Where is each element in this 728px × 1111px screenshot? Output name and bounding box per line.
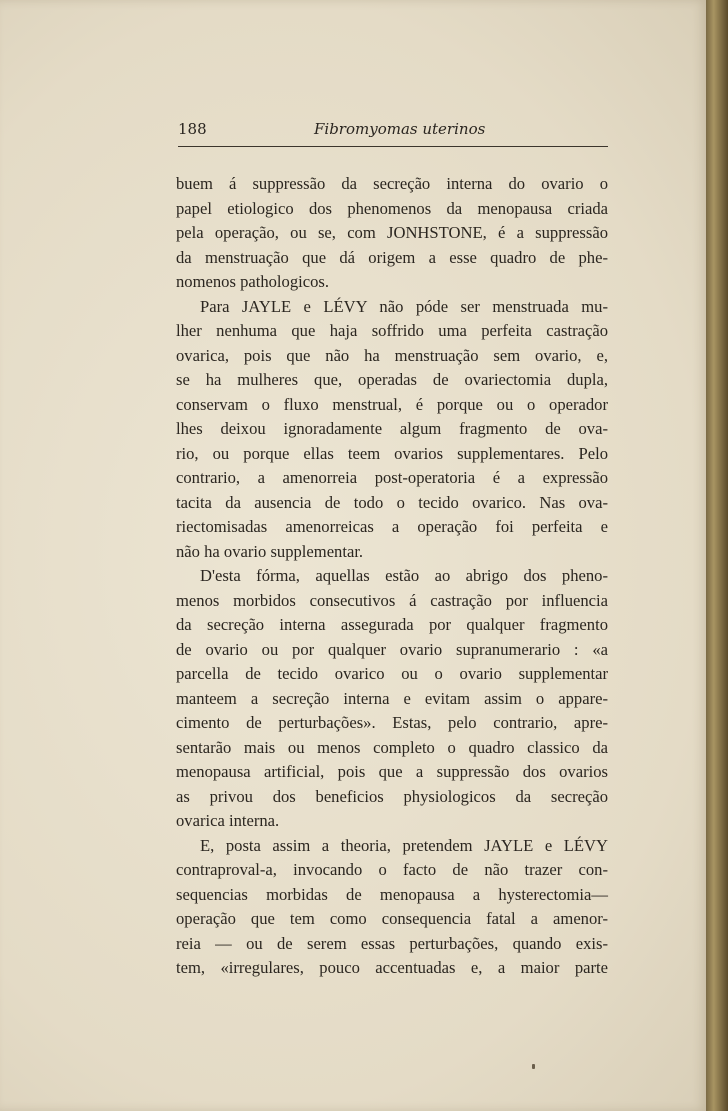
- text-line: da menstruação que dá origem a esse quadro de phe-: [176, 247, 608, 267]
- text-line: lher nenhuma que haja soffrido uma perfeita castração: [176, 321, 608, 340]
- text-line: rio, ou porque ellas teem ovarios supplementares. Pelo: [176, 443, 608, 463]
- text-line: de ovario ou por qualquer ovario supranumerario : «a: [176, 639, 608, 659]
- page-header: [178, 116, 608, 147]
- text-line: sentarão mais ou menos completo o quadro classico da: [176, 737, 608, 757]
- text-line: operação que tem como consequencia fatal a amenor-: [176, 909, 608, 928]
- text-line: lhes deixou ignoradamente algum fragmento de ova-: [176, 419, 608, 438]
- text-line: não ha ovario supplementar.: [176, 541, 364, 561]
- text-line: E, posta assim a theoria, pretendem JAYLE e LÉVY: [200, 835, 608, 855]
- book-page-edge: [706, 0, 728, 1111]
- text-line: contraproval-a, invocando o facto de não trazer con-: [176, 860, 608, 879]
- text-line: menopausa artificial, pois que a suppressão dos ovarios: [176, 762, 608, 781]
- text-line: menos morbidos consecutivos á castração por influencia: [176, 590, 608, 610]
- ink-speck: [532, 1064, 535, 1069]
- text-line: reia — ou de serem essas perturbações, quando exis-: [176, 933, 608, 953]
- text-line: contrario, a amenorreia post-operatoria é a expressão: [176, 468, 608, 487]
- running-title: Fibromyomas uterinos: [314, 120, 486, 138]
- text-line: ovarica interna.: [176, 811, 280, 830]
- text-line: nomenos pathologicos.: [176, 272, 330, 291]
- text-line: se ha mulheres que, operadas de ovariectomia dupla,: [176, 370, 608, 389]
- text-line: riectomisadas amenorreicas a operação foi perfeita e: [176, 517, 608, 536]
- text-line: conservam o fluxo menstrual, é porque ou o operador: [176, 394, 608, 414]
- text-line: cimento de perturbações». Estas, pelo contrario, apre-: [176, 713, 608, 732]
- text-line: tacita da ausencia de todo o tecido ovarico. Nas ova-: [176, 492, 608, 512]
- body-text: [176, 172, 608, 981]
- text-line: pela operação, ou se, com JONHSTONE, é a suppressão: [176, 223, 608, 242]
- text-line: parcella de tecido ovarico ou o ovario supplementar: [176, 664, 608, 683]
- text-line: buem á suppressão da secreção interna do ovario o: [176, 174, 608, 193]
- paragraph-3: [176, 564, 608, 834]
- text-line: Para JAYLE e LÉVY não póde ser menstruada mu-: [200, 296, 608, 316]
- text-line: as privou dos beneficios physiologicos da secreção: [176, 786, 608, 806]
- text-line: sequencias morbidas de menopausa a hysterectomia—: [176, 884, 608, 904]
- page-number: 188: [178, 120, 207, 138]
- text-line: D'esta fórma, aquellas estão ao abrigo dos pheno-: [200, 566, 608, 585]
- paragraph-2: [176, 295, 608, 565]
- text-line: da secreção interna assegurada por qualquer fragmento: [176, 615, 608, 634]
- text-line: papel etiologico dos phenomenos da menopausa criada: [176, 198, 608, 218]
- text-line: tem, «irregulares, pouco accentuadas e, a maior parte: [176, 958, 608, 977]
- text-line: manteem a secreção interna e evitam assim o appare-: [176, 688, 608, 708]
- text-line: ovarica, pois que não ha menstruação sem ovario, e,: [176, 345, 608, 365]
- paragraph-4: [176, 834, 608, 981]
- paragraph-1: [176, 172, 608, 295]
